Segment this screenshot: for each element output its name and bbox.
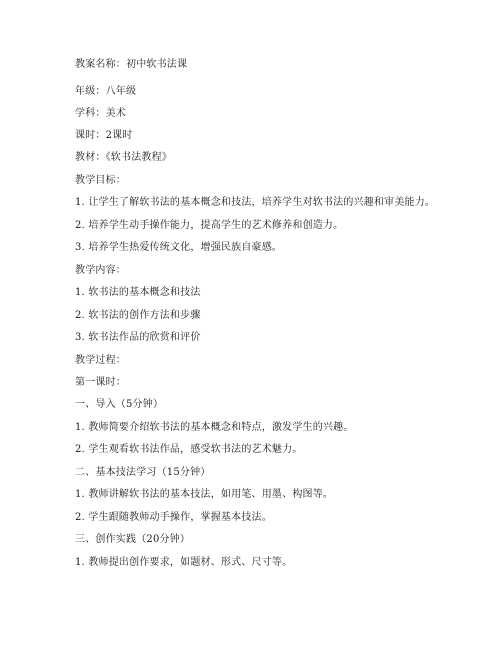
skills-item-1: 1. 教师讲解软书法的基本技法，如用笔、用墨、构图等。 bbox=[75, 489, 334, 500]
content-heading: 教学内容： bbox=[75, 265, 126, 276]
section-skills-heading: 二、基本技法学习（15分钟） bbox=[75, 467, 211, 478]
process-heading: 教学过程： bbox=[75, 355, 126, 366]
content-item-2: 2. 软书法的创作方法和步骤 bbox=[75, 310, 201, 321]
class-hours-line: 课时：2课时 bbox=[75, 130, 133, 141]
goals-heading: 教学目标： bbox=[75, 175, 126, 186]
intro-item-1: 1. 教师简要介绍软书法的基本概念和特点，激发学生的兴趣。 bbox=[75, 422, 354, 433]
section-intro-heading: 一、导入（5分钟） bbox=[75, 399, 164, 410]
section-practice-heading: 三、创作实践（20分钟） bbox=[75, 534, 191, 545]
subject-line: 学科：美术 bbox=[75, 108, 126, 119]
grade-line: 年级：八年级 bbox=[75, 86, 137, 97]
practice-item-1: 1. 教师提出创作要求，如题材、形式、尺寸等。 bbox=[75, 557, 293, 568]
textbook-line: 教材：《软书法教程》 bbox=[75, 152, 172, 163]
content-item-3: 3. 软书法作品的欣赏和评价 bbox=[75, 332, 201, 343]
content-item-1: 1. 软书法的基本概念和技法 bbox=[75, 287, 201, 298]
lesson-name-line: 教案名称：初中软书法课 bbox=[75, 59, 188, 70]
goal-item-1: 1. 让学生了解软书法的基本概念和技法，培养学生对软书法的兴趣和审美能力。 bbox=[75, 197, 436, 208]
goal-item-2: 2. 培养学生动手操作能力，提高学生的艺术修养和创造力。 bbox=[75, 220, 344, 231]
skills-item-2: 2. 学生跟随教师动手操作，掌握基本技法。 bbox=[75, 512, 272, 523]
goal-item-3: 3. 培养学生热爱传统文化，增强民族自豪感。 bbox=[75, 242, 283, 253]
first-lesson-heading: 第一课时： bbox=[75, 377, 126, 388]
intro-item-2: 2. 学生观看软书法作品，感受软书法的艺术魅力。 bbox=[75, 444, 303, 455]
